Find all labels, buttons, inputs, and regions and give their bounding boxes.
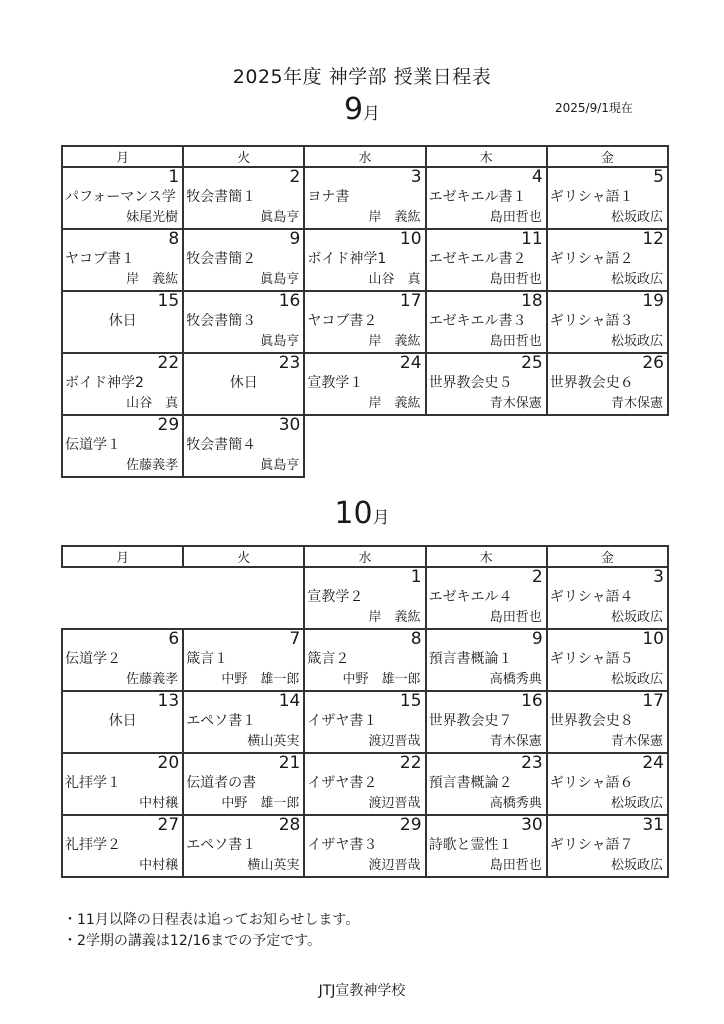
course-name: エゼキエル書３ <box>428 313 527 329</box>
month-suffix: 月 <box>372 508 390 528</box>
instructor-name: 松坂政広 <box>610 210 663 225</box>
course-name: 世界教会史６ <box>549 375 634 391</box>
day-number: 23 <box>521 753 543 773</box>
instructor-name: 青木保憲 <box>489 734 542 749</box>
day-number: 24 <box>642 753 664 773</box>
instructor-name: 高橋秀典 <box>489 796 542 811</box>
calendar-week-row <box>62 815 668 877</box>
day-cell <box>426 167 547 229</box>
day-number: 3 <box>653 567 664 587</box>
day-number: 8 <box>168 229 180 249</box>
course-name: 伝道者の書 <box>186 775 257 791</box>
instructor-name: 高橋秀典 <box>489 672 542 687</box>
day-cell <box>183 815 304 877</box>
instructor-name: 佐藤義孝 <box>126 458 179 473</box>
day-number: 17 <box>642 691 664 711</box>
instructor-name: 中野 雄一郎 <box>221 672 300 687</box>
instructor-name: 横山英実 <box>247 858 300 873</box>
instructor-name: 中野 雄一郎 <box>342 672 421 687</box>
weekday-thu: 木 <box>426 146 547 167</box>
course-name: 伝道学２ <box>65 651 121 667</box>
day-number: 1 <box>168 167 180 187</box>
course-name: イザヤ書２ <box>307 775 378 791</box>
day-number: 29 <box>157 415 180 435</box>
instructor-name: 中村穣 <box>139 858 179 873</box>
course-name: 礼拝学２ <box>65 837 121 853</box>
month-heading-october <box>0 496 724 531</box>
day-cell <box>426 291 547 353</box>
course-name: 礼拝学１ <box>65 775 121 791</box>
day-number: 4 <box>531 167 543 187</box>
instructor-name: 眞島亨 <box>260 210 300 225</box>
course-name: パフォーマンス学 <box>65 189 176 205</box>
day-cell <box>62 815 183 877</box>
day-number: 22 <box>157 353 180 373</box>
weekday-tue: 火 <box>183 146 304 167</box>
calendar-week-row <box>62 629 668 691</box>
calendar-week-row <box>62 229 668 291</box>
instructor-name: 山谷 真 <box>368 272 421 287</box>
course-name: ボイド神学2 <box>65 375 144 391</box>
day-cell <box>183 415 304 477</box>
day-number: 30 <box>521 815 543 835</box>
instructor-name: 渡辺晋哉 <box>368 858 421 873</box>
day-number: 12 <box>642 229 664 249</box>
calendar-week-row <box>62 691 668 753</box>
day-cell <box>304 167 425 229</box>
day-cell <box>426 229 547 291</box>
calendar-week-row <box>62 415 668 477</box>
day-number: 15 <box>157 291 180 311</box>
day-number: 11 <box>521 229 543 249</box>
calendar-week-row <box>62 567 668 629</box>
calendar-week-row <box>62 353 668 415</box>
instructor-name: 松坂政広 <box>610 334 663 349</box>
day-cell <box>183 753 304 815</box>
course-name: ヨナ書 <box>307 189 350 205</box>
day-cell <box>62 753 183 815</box>
course-name: 宣教学２ <box>307 589 364 605</box>
notes <box>63 910 359 952</box>
course-name: ギリシャ語５ <box>549 651 634 667</box>
instructor-name: 眞島亨 <box>260 334 300 349</box>
day-number: 7 <box>289 629 301 649</box>
calendar-body <box>62 567 668 877</box>
instructor-name: 青木保憲 <box>610 396 663 411</box>
day-number: 6 <box>168 629 180 649</box>
day-cell <box>547 629 668 691</box>
day-cell <box>547 167 668 229</box>
day-cell <box>62 691 183 753</box>
day-cell <box>426 753 547 815</box>
weekday-fri: 金 <box>547 546 668 567</box>
instructor-name: 眞島亨 <box>260 272 300 287</box>
day-number: 5 <box>653 167 664 187</box>
instructor-name: 渡辺晋哉 <box>368 734 421 749</box>
day-number: 8 <box>410 629 422 649</box>
day-number: 10 <box>642 629 664 649</box>
day-cell <box>62 415 183 477</box>
course-name: 箴言１ <box>186 651 229 667</box>
day-cell <box>183 167 304 229</box>
instructor-name: 島田哲也 <box>489 272 542 287</box>
course-name: 世界教会史８ <box>549 713 634 729</box>
course-name: エペソ書１ <box>186 713 257 729</box>
instructor-name: 松坂政広 <box>610 272 663 287</box>
instructor-name: 眞島亨 <box>260 458 300 473</box>
day-cell <box>183 629 304 691</box>
day-number: 18 <box>521 291 543 311</box>
day-number: 21 <box>278 753 301 773</box>
instructor-name: 松坂政広 <box>610 858 663 873</box>
day-cell <box>183 291 304 353</box>
calendar-september <box>61 145 669 478</box>
day-number: 19 <box>642 291 664 311</box>
day-cell <box>426 815 547 877</box>
day-number: 15 <box>399 691 422 711</box>
day-cell <box>426 691 547 753</box>
day-number: 20 <box>157 753 180 773</box>
weekday-wed: 水 <box>304 146 425 167</box>
day-cell <box>183 353 304 415</box>
weekday-wed: 水 <box>304 546 425 567</box>
course-name: エゼキエル書１ <box>428 189 527 205</box>
calendar-week-row <box>62 753 668 815</box>
holiday-label: 休日 <box>108 313 137 329</box>
instructor-name: 島田哲也 <box>489 858 542 873</box>
month-suffix: 月 <box>363 104 381 124</box>
day-cell <box>547 567 668 629</box>
instructor-name: 佐藤義孝 <box>126 672 179 687</box>
day-number: 2 <box>289 167 301 187</box>
calendar-week-row <box>62 291 668 353</box>
instructor-name: 松坂政広 <box>610 610 663 625</box>
course-name: 牧会書簡２ <box>186 251 257 267</box>
day-number: 16 <box>521 691 543 711</box>
day-number: 17 <box>399 291 422 311</box>
day-number: 16 <box>278 291 301 311</box>
instructor-name: 中野 雄一郎 <box>221 796 300 811</box>
day-number: 25 <box>521 353 543 373</box>
day-number: 28 <box>278 815 301 835</box>
course-name: イザヤ書３ <box>307 837 378 853</box>
course-name: ギリシャ語７ <box>549 837 634 853</box>
day-number: 23 <box>278 353 301 373</box>
day-cell <box>547 815 668 877</box>
holiday-label: 休日 <box>108 713 137 729</box>
day-number: 9 <box>289 229 301 249</box>
course-name: 預言書概論２ <box>428 775 513 791</box>
day-number: 27 <box>157 815 180 835</box>
instructor-name: 青木保憲 <box>489 396 542 411</box>
day-number: 30 <box>278 415 301 435</box>
day-cell <box>62 167 183 229</box>
day-number: 14 <box>278 691 301 711</box>
school-name-footer: JTJ宣教神学校 <box>318 983 406 999</box>
as-of-date: 2025/9/1現在 <box>555 101 633 115</box>
course-name: 牧会書簡３ <box>186 313 257 329</box>
course-name: 牧会書簡４ <box>186 437 257 453</box>
holiday-label: 休日 <box>229 375 258 391</box>
note-item: ・2学期の講義は12/16までの予定です。 <box>63 933 322 949</box>
day-cell <box>426 629 547 691</box>
day-cell <box>547 291 668 353</box>
course-name: 預言書概論１ <box>428 651 513 667</box>
day-cell <box>62 229 183 291</box>
instructor-name: 中村穣 <box>139 796 179 811</box>
calendar-week-row <box>62 167 668 229</box>
empty-day-cell <box>426 415 547 477</box>
day-number: 26 <box>642 353 664 373</box>
course-name: 牧会書簡１ <box>186 189 257 205</box>
day-cell <box>62 353 183 415</box>
course-name: イザヤ書１ <box>307 713 378 729</box>
empty-day-cell <box>304 415 425 477</box>
day-number: 22 <box>399 753 422 773</box>
course-name: 世界教会史７ <box>428 713 513 729</box>
day-cell <box>304 691 425 753</box>
course-name: 伝道学１ <box>65 437 121 453</box>
day-cell <box>304 815 425 877</box>
course-name: ギリシャ語３ <box>549 313 634 329</box>
empty-day-cell <box>547 415 668 477</box>
day-number: 29 <box>399 815 422 835</box>
day-cell <box>304 353 425 415</box>
day-cell <box>547 229 668 291</box>
weekday-header-row <box>62 546 668 567</box>
note-item: ・11月以降の日程表は追ってお知らせします。 <box>63 912 360 928</box>
instructor-name: 岸 義紘 <box>368 210 421 225</box>
calendar-october <box>61 545 669 878</box>
day-cell <box>426 567 547 629</box>
day-cell <box>183 691 304 753</box>
instructor-name: 岸 義紘 <box>368 396 421 411</box>
weekday-tue: 火 <box>183 546 304 567</box>
weekday-header-row <box>62 146 668 167</box>
day-number: 9 <box>531 629 543 649</box>
day-cell <box>183 229 304 291</box>
month-number: 9 <box>343 92 364 127</box>
day-number: 2 <box>531 567 543 587</box>
course-name: エゼキエル４ <box>428 589 513 605</box>
day-cell <box>547 353 668 415</box>
instructor-name: 渡辺晋哉 <box>368 796 421 811</box>
course-name: ボイド神学1 <box>307 251 387 267</box>
instructor-name: 島田哲也 <box>489 610 542 625</box>
instructor-name: 横山英実 <box>247 734 300 749</box>
instructor-name: 山谷 真 <box>126 396 179 411</box>
day-number: 31 <box>642 815 664 835</box>
day-cell <box>304 567 425 629</box>
day-cell <box>426 353 547 415</box>
month-number: 10 <box>334 496 373 531</box>
day-cell <box>304 291 425 353</box>
instructor-name: 松坂政広 <box>610 672 663 687</box>
course-name: ギリシャ語６ <box>549 775 634 791</box>
instructor-name: 岸 義紘 <box>368 334 421 349</box>
weekday-mon: 月 <box>62 546 183 567</box>
course-name: ヤコブ書１ <box>65 251 135 267</box>
day-cell <box>304 229 425 291</box>
course-name: ギリシャ語４ <box>549 589 634 605</box>
calendar-body <box>62 167 668 477</box>
day-number: 1 <box>410 567 422 587</box>
course-name: エゼキエル書２ <box>428 251 527 267</box>
weekday-fri: 金 <box>547 146 668 167</box>
instructor-name: 妹尾光樹 <box>126 210 179 225</box>
course-name: ギリシャ語１ <box>549 189 634 205</box>
empty-day-cell <box>62 567 183 629</box>
day-number: 10 <box>399 229 422 249</box>
course-name: ギリシャ語２ <box>549 251 634 267</box>
day-cell <box>62 291 183 353</box>
course-name: 箴言２ <box>307 651 350 667</box>
weekday-thu: 木 <box>426 546 547 567</box>
day-number: 24 <box>399 353 422 373</box>
page-title: 2025年度 神学部 授業日程表 <box>232 66 492 88</box>
weekday-mon: 月 <box>62 146 183 167</box>
course-name: 詩歌と霊性１ <box>428 837 513 853</box>
instructor-name: 島田哲也 <box>489 210 542 225</box>
instructor-name: 島田哲也 <box>489 334 542 349</box>
course-name: 宣教学１ <box>307 375 364 391</box>
instructor-name: 岸 義紘 <box>368 610 421 625</box>
instructor-name: 松坂政広 <box>610 796 663 811</box>
course-name: ヤコブ書２ <box>307 313 378 329</box>
course-name: エペソ書１ <box>186 837 257 853</box>
day-cell <box>62 629 183 691</box>
day-number: 13 <box>157 691 180 711</box>
day-cell <box>547 753 668 815</box>
day-cell <box>304 629 425 691</box>
day-cell <box>547 691 668 753</box>
course-name: 世界教会史５ <box>428 375 513 391</box>
instructor-name: 岸 義紘 <box>126 272 179 287</box>
empty-day-cell <box>183 567 304 629</box>
day-number: 3 <box>410 167 422 187</box>
day-cell <box>304 753 425 815</box>
instructor-name: 青木保憲 <box>610 734 663 749</box>
